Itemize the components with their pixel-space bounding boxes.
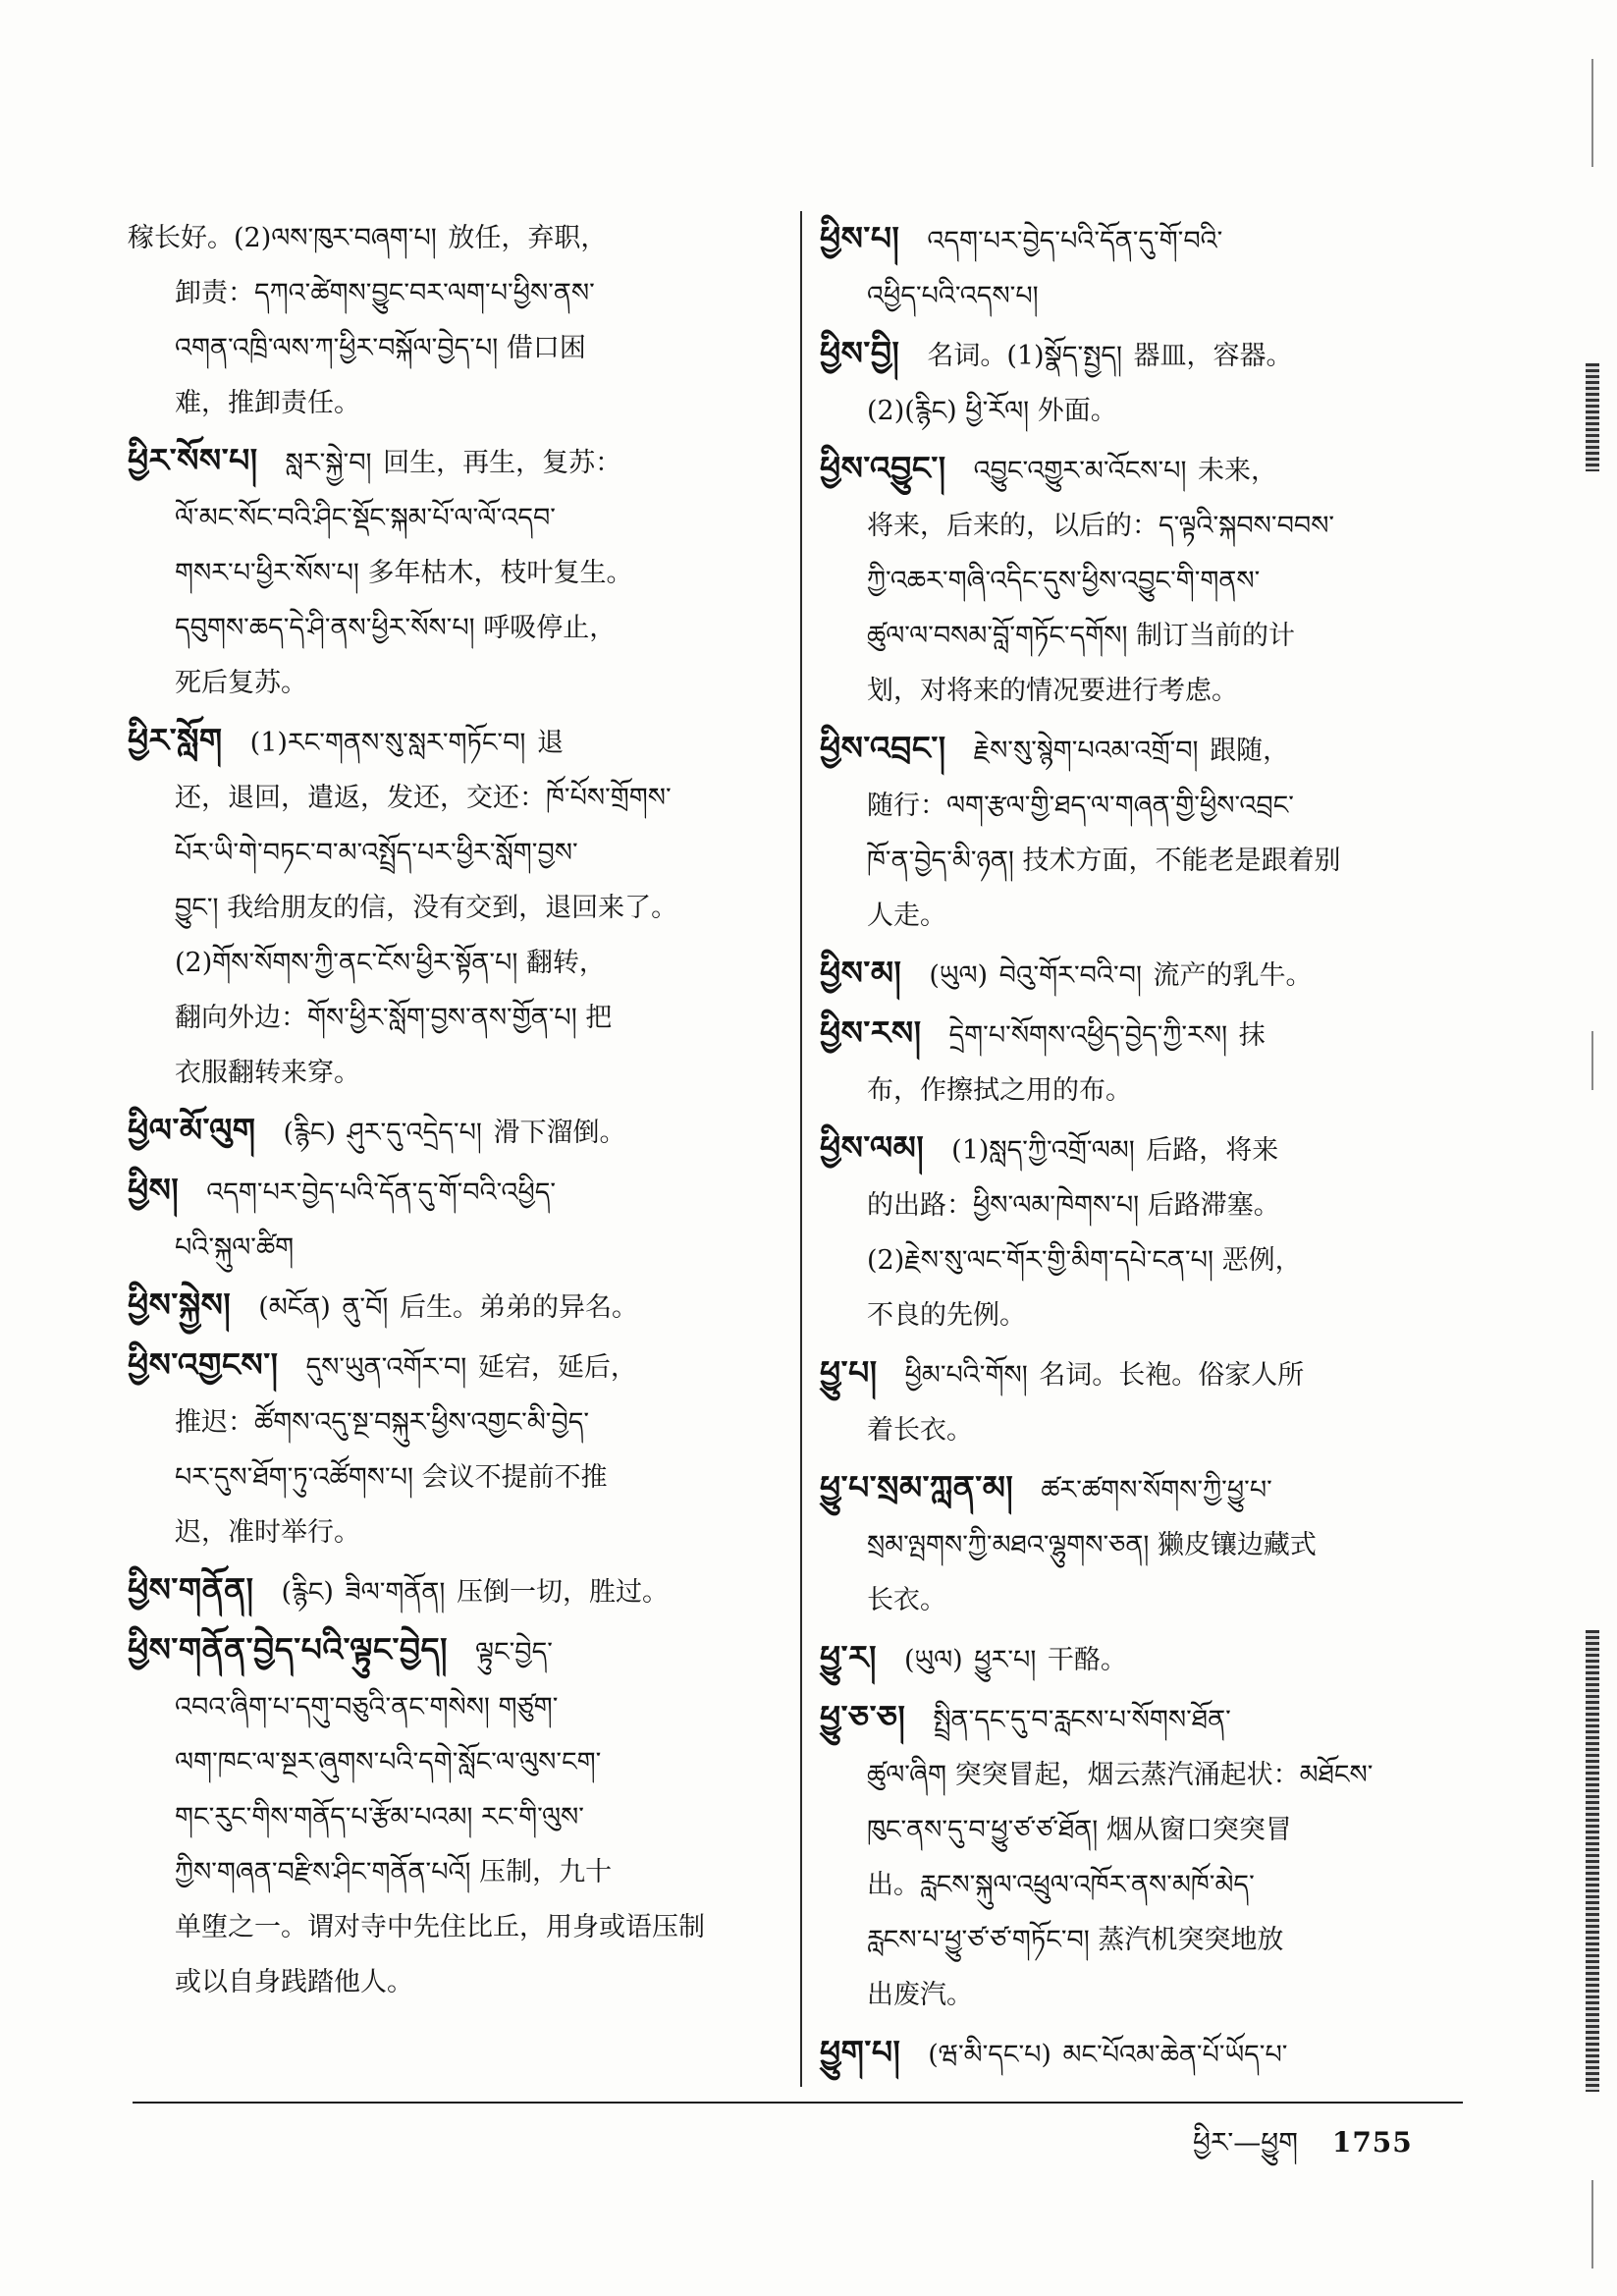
entry-text-line: འགན་འཁྲི་ལས་ཀ་ཕྱིར་བསྐོལ་བྱེད་པ། 借口困 bbox=[175, 333, 586, 363]
entry-text-line: འདག་པར་བྱེད་པའི་དོན་དུ་གོ་བའི་འཕྱིད་ bbox=[206, 1177, 557, 1208]
entry-text-line: (རྙིང) ཤུར་དུ་འདྲེད་པ། 滑下溜倒。 bbox=[283, 1118, 626, 1148]
footer-rule bbox=[133, 2102, 1463, 2104]
entry-text-line: (1)སླད་ཀྱི་འགྲོ་ལམ། 后路，将来 bbox=[951, 1135, 1279, 1166]
entry-text-line: 或以自身践踏他人。 bbox=[175, 1967, 413, 1997]
dictionary-entry bbox=[128, 1163, 805, 1276]
right-column bbox=[820, 211, 1487, 2085]
dictionary-entry bbox=[820, 721, 1487, 944]
entry-text-line: 名词。(1)སྣོད་སྤྱད། 器皿，容器。 bbox=[927, 341, 1293, 371]
entry-text-line: གསར་པ་ཕྱིར་སོས་པ། 多年枯木，枝叶复生。 bbox=[175, 558, 633, 588]
dictionary-entry bbox=[128, 1622, 805, 2010]
entry-text-line: རླངས་པ་ཕྱུ་ཙ་ཙ་གཏོང་བ། 蒸汽机突突地放 bbox=[867, 1925, 1284, 1955]
entry-text-line: (2)རྗེས་སུ་ལང་གོར་གྱི་མིག་དཔེ་ངན་པ། 恶例， bbox=[867, 1245, 1302, 1276]
entry-text-line: 迟，准时举行。 bbox=[175, 1517, 360, 1548]
entry-text-line: 翻向外边：གོས་ཕྱིར་སློག་བྱས་ནས་གྱོན་པ། 把 bbox=[175, 1003, 613, 1033]
entry-text-line: ཁོ་ན་བྱེད་མི་ཉན། 技术方面，不能老是跟着别 bbox=[867, 846, 1341, 876]
entry-text-line: འབྱུང་འགྱུར་མ་འོངས་པ། 未来， bbox=[973, 456, 1278, 486]
entry-headword: ཕྱིས་རས། bbox=[820, 1013, 922, 1052]
entry-text-line: ཕྱིམ་པའི་གོས། 名词。长袍。俗家人所 bbox=[904, 1360, 1305, 1391]
entry-text-line: རྗེས་སུ་སྙེག་པའམ་འགྲོ་བ། 跟随， bbox=[973, 736, 1290, 766]
entry-text-line: (2)གོས་སོགས་ཀྱི་ནང་ངོས་ཕྱིར་སྟོན་པ། 翻转， bbox=[175, 948, 606, 978]
edge-scan-mark bbox=[1591, 59, 1593, 167]
page-number: 1755 bbox=[1331, 2126, 1413, 2159]
entry-text-line: འཕྱིད་པའི་འདས་པ། bbox=[867, 281, 1039, 311]
dictionary-entry bbox=[820, 1460, 1487, 1628]
entry-headword: ཕྱུ་ཅ་ཅ། bbox=[820, 1698, 906, 1736]
entry-headword: ཕྱིས་གནོན། bbox=[128, 1570, 254, 1609]
entry-text-line: པོར་ཡི་གེ་བཏང་བ་མ་འསྤྲོད་པར་ཕྱིར་སློག་བྱས་ bbox=[175, 838, 578, 868]
entry-text-line: 长衣。 bbox=[867, 1585, 946, 1615]
entry-text-line: ཚར་ཚགས་སོགས་ཀྱི་ཕྱུ་པ་ bbox=[1041, 1475, 1272, 1505]
entry-text-line: འདག་པར་བྱེད་པའི་དོན་དུ་གོ་བའི་ bbox=[927, 226, 1223, 256]
entry-text-line: དུས་ཡུན་འགོར་བ། 延宕，延后， bbox=[305, 1352, 637, 1383]
entry-text-line: གང་རུང་གིས་གནོད་པ་རྩོམ་པའམ། རང་གི་ལུས་ bbox=[175, 1802, 584, 1832]
entry-text-line: འབའ་ཞིག་པ་དགུ་བཅུའི་ནང་གསེས། གཙུག་ bbox=[175, 1692, 559, 1722]
entry-text-line: (མངོན) ནུ་བོ། 后生。弟弟的异名。 bbox=[258, 1292, 638, 1323]
dictionary-entry bbox=[820, 1690, 1487, 2023]
entry-headword: ཕྱིས་གནོན་བྱེད་པའི་ལྟུང་བྱེད། bbox=[128, 1630, 448, 1668]
dictionary-entry bbox=[820, 1630, 1487, 1688]
dictionary-entry bbox=[820, 326, 1487, 439]
dictionary-entry bbox=[128, 211, 805, 431]
entry-text-line: ཚུལ་ལ་བསམ་བློ་གཏོང་དགོས། 制订当前的计 bbox=[867, 621, 1296, 651]
dictionary-entry bbox=[820, 1121, 1487, 1343]
entry-text-line: 还，退回，遣返，发还，交还：ཁོ་པོས་གྲོགས་ bbox=[175, 783, 672, 813]
entry-text-line: 推迟：ཚོགས་འདུ་སྔ་བསྐུར་ཕྱིས་འགྱང་མི་བྱེད་ bbox=[175, 1407, 590, 1438]
entry-headword: ཕྱིས་པ། bbox=[820, 219, 900, 257]
entry-text-line: (1)རང་གནས་སུ་སླར་གཏོང་བ། 退 bbox=[249, 728, 564, 758]
entry-text-line: ཀྱི་འཆར་གཞི་འདིང་དུས་ཕྱིས་འབྱུང་གི་གནས་ bbox=[867, 566, 1261, 596]
entry-headword: ཕྱིས་འབྱུང་། bbox=[820, 449, 946, 487]
entry-text-line: སྤྲིན་དང་དུ་བ་རླངས་པ་སོགས་ཐོན་ bbox=[933, 1705, 1231, 1735]
page-range: ཕྱིར་—ཕྱུག bbox=[1193, 2126, 1298, 2159]
entry-text-line: སླར་སྐྱེ་བ། 回生，再生，复苏： bbox=[285, 448, 622, 478]
dictionary-entry bbox=[820, 1006, 1487, 1119]
entry-text-line: 衣服翻转来穿。 bbox=[175, 1058, 360, 1088]
dictionary-entry bbox=[128, 433, 805, 711]
dictionary-entry bbox=[128, 713, 805, 1101]
entry-text-line: 出。རླངས་སྐུལ་འཕྲུལ་འཁོར་ནས་མཁོ་མེད་ bbox=[867, 1870, 1255, 1900]
entry-headword: ཕྱིལ་མོ་ལུག bbox=[128, 1111, 256, 1149]
entry-text-line: 不良的先例。 bbox=[867, 1300, 1026, 1331]
column-divider bbox=[800, 211, 802, 2087]
entry-headword: ཕྱིར་སོས་པ། bbox=[128, 441, 258, 479]
entry-headword: ཕྱིས་མ། bbox=[820, 954, 902, 992]
entry-text-line: (རྙིང) ཟིལ་གནོན། 压倒一切，胜过。 bbox=[281, 1577, 670, 1608]
entry-text-line: བྱུང་། 我给朋友的信，没有交到，退回来了。 bbox=[175, 893, 678, 923]
entry-text-line: ལྟུང་བྱེད་ bbox=[474, 1637, 553, 1667]
entry-text-line: ལོ་མང་སོང་བའི་ཤིང་སྡོང་སྐམ་པོ་ལ་ལོ་འདབ་ bbox=[175, 503, 556, 533]
entry-text-line: 单堕之一。谓对寺中先住比丘，用身或语压制 bbox=[175, 1912, 705, 1942]
entry-headword: ཕྱིས་ལམ། bbox=[820, 1128, 925, 1167]
entry-headword: ཕྱིས་བྱི། bbox=[820, 334, 900, 372]
left-column bbox=[128, 211, 805, 2012]
entry-headword: ཕྱུ་པ་སྲམ་ཀླན་མ། bbox=[820, 1468, 1014, 1506]
edge-scan-mark bbox=[1586, 363, 1599, 471]
entry-text-line: པར་དུས་ཐོག་ཏུ་འཚོགས་པ། 会议不提前不推 bbox=[175, 1462, 608, 1493]
dictionary-entry bbox=[128, 1278, 805, 1336]
dictionary-entry bbox=[820, 2025, 1487, 2083]
entry-text-line: ཁུང་ནས་དུ་བ་ཕྱུ་ཙ་ཙ་ཐོན། 烟从窗口突突冒 bbox=[867, 1815, 1292, 1845]
entry-text-line: 的出路：ཕྱིས་ལམ་ཁེགས་པ། 后路滞塞。 bbox=[867, 1190, 1280, 1221]
entry-text-line: 着长衣。 bbox=[867, 1415, 973, 1446]
entry-text-line: 划，对将来的情况要进行考虑。 bbox=[867, 676, 1238, 706]
entry-text-line: 难，推卸责任。 bbox=[175, 388, 360, 418]
dictionary-entry bbox=[820, 946, 1487, 1004]
entry-headword: ཕྱིས། bbox=[128, 1171, 180, 1209]
entry-text-line: (ཡུལ) བེའུ་གོར་བའི་བ། 流产的乳牛。 bbox=[929, 960, 1313, 991]
dictionary-entry bbox=[820, 211, 1487, 324]
entry-text-line: 布，作擦拭之用的布。 bbox=[867, 1075, 1132, 1106]
entry-text-line: 稼长好。(2)ལས་ཁུར་བཞག་པ། 放任，弃职， bbox=[128, 223, 608, 253]
page-footer bbox=[1193, 2111, 1413, 2189]
entry-text-line: ལག་ཁང་ལ་སྔར་ཞུགས་པའི་དགེ་སློང་ལ་ལུས་ངག་ bbox=[175, 1747, 602, 1777]
entry-headword: ཕྱིར་སློག bbox=[128, 721, 223, 759]
edge-scan-mark bbox=[1591, 1031, 1593, 1090]
dictionary-entry bbox=[128, 1338, 805, 1560]
dictionary-entry bbox=[820, 441, 1487, 719]
entry-text-line: 人走。 bbox=[867, 901, 946, 931]
entry-text-line: དྲེག་པ་སོགས་འཕྱིད་བྱེད་ཀྱི་རས། 抹 bbox=[948, 1020, 1266, 1051]
entry-text-line: པའི་སྐུལ་ཚིག bbox=[175, 1232, 295, 1263]
entry-text-line: སྲམ་ལྤགས་ཀྱི་མཐའ་ལྷུགས་ཅན། 獭皮镶边藏式 bbox=[867, 1530, 1317, 1560]
entry-text-line: 随行：ལག་རྩལ་གྱི་ཐད་ལ་གཞན་གྱི་ཕྱིས་འབྲང་ bbox=[867, 791, 1294, 821]
entry-headword: ཕྱུ་པ། bbox=[820, 1353, 878, 1392]
entry-headword: ཕྱིས་སྐྱེས། bbox=[128, 1285, 232, 1324]
dictionary-entry bbox=[128, 1103, 805, 1161]
entry-text-line: ཀྱིས་གཞན་བརྫིས་ཤིང་གནོན་པའོ། 压制，九十 bbox=[175, 1857, 613, 1887]
entry-text-line: 卸责：དཀའ་ཚེགས་བྱུང་བར་ལག་པ་ཕྱིས་ནས་ bbox=[175, 278, 595, 308]
entry-text-line: (ཡུལ) ཕྱུར་པ། 干酪。 bbox=[903, 1645, 1127, 1675]
entry-text-line: 将来，后来的，以后的：ད་ལྟའི་སྐབས་བབས་ bbox=[867, 511, 1335, 541]
entry-text-line: (2)(རྙིང) ཕྱི་རོལ། 外面。 bbox=[867, 396, 1117, 426]
entry-headword: ཕྱིས་འབྲང་། bbox=[820, 729, 946, 767]
entry-text-line: 死后复苏。 bbox=[175, 668, 307, 698]
entry-headword: ཕྱུག་པ། bbox=[820, 2033, 901, 2071]
dictionary-entry bbox=[128, 1562, 805, 1620]
dictionary-entry bbox=[820, 1345, 1487, 1458]
entry-text-line: (ཝ་མི་དང་པ) མང་པོའམ་ཆེན་པོ་ཡོད་པ་ bbox=[928, 2040, 1288, 2070]
entry-text-line: ཚུལ་ཞིག 突突冒起，烟云蒸汽涌起状：མཐོངས་ bbox=[867, 1760, 1374, 1790]
edge-scan-mark bbox=[1591, 2180, 1593, 2269]
entry-headword: ཕྱིས་འགྱངས་། bbox=[128, 1345, 279, 1384]
entry-text-line: དབུགས་ཆད་དེ་ཤི་ནས་ཕྱིར་སོས་པ། 呼吸停止， bbox=[175, 613, 617, 643]
entry-text-line: 出废汽。 bbox=[867, 1980, 973, 2010]
edge-scan-mark bbox=[1586, 1630, 1599, 2092]
entry-headword: ཕྱུ་ར། bbox=[820, 1638, 877, 1676]
